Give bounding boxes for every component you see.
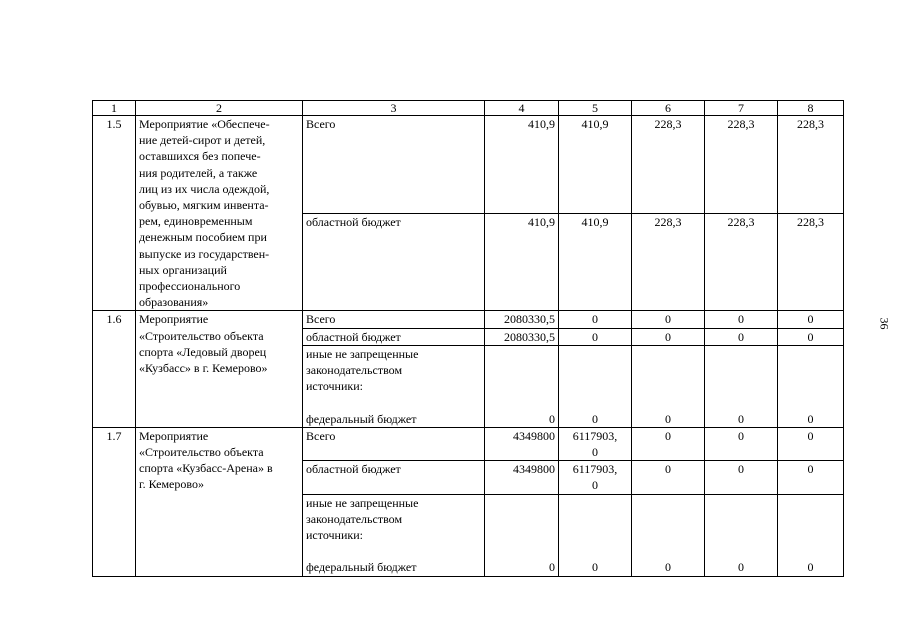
item-title-line: рем, единовременным: [139, 214, 253, 229]
amount-value: 0: [807, 411, 814, 426]
item-title-line: лиц из их числа одеждой,: [139, 181, 270, 196]
amount-cell: [705, 328, 778, 345]
item-title-line: обувью, мягким инвента-: [139, 198, 269, 213]
amount-cell: [705, 461, 778, 494]
amount-value: 0: [738, 329, 744, 344]
amount-value: 4349800: [513, 428, 555, 443]
amount-cell: [559, 116, 632, 214]
amount-value: 228,3: [727, 214, 755, 229]
column-header: 6: [632, 101, 705, 116]
budget-table: [92, 100, 844, 577]
item-title: [136, 427, 303, 576]
amount-cell: [705, 213, 778, 311]
amount-value: 410,9: [581, 117, 609, 131]
amount-cell: [632, 461, 705, 494]
funding-source-line: федеральный бюджет: [306, 560, 417, 575]
item-title-line: Мероприятие: [139, 428, 209, 443]
amount-cell: [778, 461, 844, 494]
amount-cell: [778, 328, 844, 345]
amount-value: 0: [665, 428, 671, 443]
amount-value: 0: [807, 462, 814, 477]
amount-cell: [559, 213, 632, 311]
table-row: [93, 311, 844, 328]
amount-cell: [705, 116, 778, 214]
funding-source: [303, 328, 485, 345]
item-title-line: «Строительство объекта: [139, 328, 264, 343]
amount-cell: [559, 427, 632, 460]
amount-value: 410,9: [581, 214, 609, 229]
amount-value: 0: [549, 411, 555, 426]
funding-source-line: [306, 543, 481, 559]
amount-value: 0: [807, 329, 814, 344]
funding-source-line: областной бюджет: [306, 462, 401, 477]
amount-cell: [559, 494, 632, 576]
amount-value: 228,3: [654, 117, 682, 131]
item-title-line: ния родителей, а также: [139, 165, 258, 180]
amount-cell: [559, 311, 632, 328]
amount-cell: [778, 427, 844, 460]
amount-cell: [778, 345, 844, 427]
item-title-line: выпуске из государствен-: [139, 246, 270, 261]
amount-cell: [485, 461, 559, 494]
amount-cell: [632, 345, 705, 427]
funding-source-line: иные не запрещенные: [306, 495, 419, 510]
item-number: 1.7: [93, 427, 136, 576]
amount-cell: [778, 213, 844, 311]
column-header: 8: [778, 101, 844, 116]
amount-cell: [778, 116, 844, 214]
amount-value: 410,9: [528, 117, 555, 131]
item-title-line: Мероприятие: [139, 312, 209, 327]
funding-source-line: областной бюджет: [306, 329, 401, 344]
amount-value: 0: [592, 411, 598, 426]
column-header: 1: [93, 101, 136, 116]
amount-value: 0: [738, 462, 744, 477]
column-header: 5: [559, 101, 632, 116]
funding-source-line: законодательством: [306, 363, 403, 378]
page-number: 36: [877, 317, 892, 330]
funding-source-line: Всего: [306, 428, 336, 443]
item-title-line: ных организаций: [139, 262, 227, 277]
amount-value: 0: [807, 560, 814, 575]
funding-source: [303, 116, 485, 214]
amount-cell: [778, 494, 844, 576]
column-header: 7: [705, 101, 778, 116]
funding-source-line: Всего: [306, 312, 336, 327]
item-number: 1.5: [93, 116, 136, 311]
amount-cell: [485, 494, 559, 576]
funding-source-line: областной бюджет: [306, 214, 401, 229]
item-title-line: оставшихся без попече-: [139, 149, 261, 164]
amount-value: 2080330,5: [504, 329, 555, 344]
item-title-line: «Кузбасс» в г. Кемерово»: [139, 361, 268, 376]
funding-source: [303, 311, 485, 328]
amount-value: 0: [549, 560, 555, 575]
funding-source-line: источники:: [306, 379, 363, 394]
amount-cell: [485, 328, 559, 345]
funding-source: [303, 494, 485, 576]
amount-value: 0: [738, 411, 744, 426]
amount-cell: [632, 213, 705, 311]
funding-source: [303, 213, 485, 311]
amount-cell: [705, 345, 778, 427]
amount-cell: [705, 427, 778, 460]
item-title-line: ние детей-сирот и детей,: [139, 133, 266, 148]
item-title-line: Мероприятие «Обеспече-: [139, 117, 270, 131]
amount-value: 0: [592, 560, 598, 575]
amount-value: 4349800: [513, 462, 555, 477]
amount-cell: [632, 311, 705, 328]
amount-value: 0: [807, 428, 814, 443]
amount-value: 410,9: [528, 214, 555, 229]
item-number: 1.6: [93, 311, 136, 427]
amount-cell: [485, 116, 559, 214]
funding-source: [303, 345, 485, 427]
amount-value: 0: [592, 329, 598, 344]
amount-value: 0: [738, 428, 744, 443]
amount-value: 0: [807, 312, 814, 327]
item-title-line: г. Кемерово»: [139, 477, 204, 492]
table-row: [93, 427, 844, 460]
item-title-line: образования»: [139, 295, 209, 310]
amount-value: 228,3: [797, 117, 824, 131]
amount-value: 0: [592, 312, 598, 327]
amount-cell: [485, 311, 559, 328]
item-title-line: профессионального: [139, 279, 241, 294]
amount-value: 0: [665, 329, 671, 344]
amount-value: 0: [665, 462, 671, 477]
amount-value: 6117903, 0: [572, 428, 618, 460]
item-title-line: «Строительство объекта: [139, 445, 264, 460]
funding-source-line: Всего: [306, 117, 336, 131]
amount-cell: [485, 213, 559, 311]
amount-cell: [632, 328, 705, 345]
funding-source-line: [306, 394, 481, 410]
amount-cell: [632, 494, 705, 576]
column-header: 4: [485, 101, 559, 116]
funding-source-line: законодательством: [306, 511, 403, 526]
item-title: [136, 116, 303, 311]
amount-cell: [632, 427, 705, 460]
amount-cell: [632, 116, 705, 214]
funding-source-line: иные не запрещенные: [306, 346, 419, 361]
amount-value: 228,3: [797, 214, 824, 229]
amount-cell: [485, 427, 559, 460]
column-header: 2: [136, 101, 303, 116]
funding-source: [303, 427, 485, 460]
column-header: 3: [303, 101, 485, 116]
item-title-line: спорта «Ледовый дворец: [139, 344, 267, 359]
amount-value: 0: [665, 312, 671, 327]
item-title-line: спорта «Кузбасс-Арена» в: [139, 461, 273, 476]
amount-cell: [705, 494, 778, 576]
amount-value: 2080330,5: [504, 312, 555, 327]
amount-cell: [559, 461, 632, 494]
funding-source: [303, 461, 485, 494]
amount-cell: [559, 328, 632, 345]
amount-value: 0: [665, 411, 671, 426]
amount-value: 0: [738, 312, 744, 327]
amount-cell: [559, 345, 632, 427]
amount-cell: [705, 311, 778, 328]
amount-value: 0: [665, 560, 671, 575]
amount-cell: [778, 311, 844, 328]
amount-value: 0: [738, 560, 744, 575]
amount-cell: [485, 345, 559, 427]
funding-source-line: федеральный бюджет: [306, 411, 417, 426]
amount-value: 228,3: [654, 214, 682, 229]
item-title-line: денежным пособием при: [139, 230, 267, 245]
table-row: [93, 116, 844, 214]
amount-value: 6117903, 0: [572, 462, 618, 493]
header-row: [93, 101, 844, 116]
amount-value: 228,3: [727, 117, 755, 131]
funding-source-line: источники:: [306, 528, 363, 543]
item-title: [136, 311, 303, 427]
